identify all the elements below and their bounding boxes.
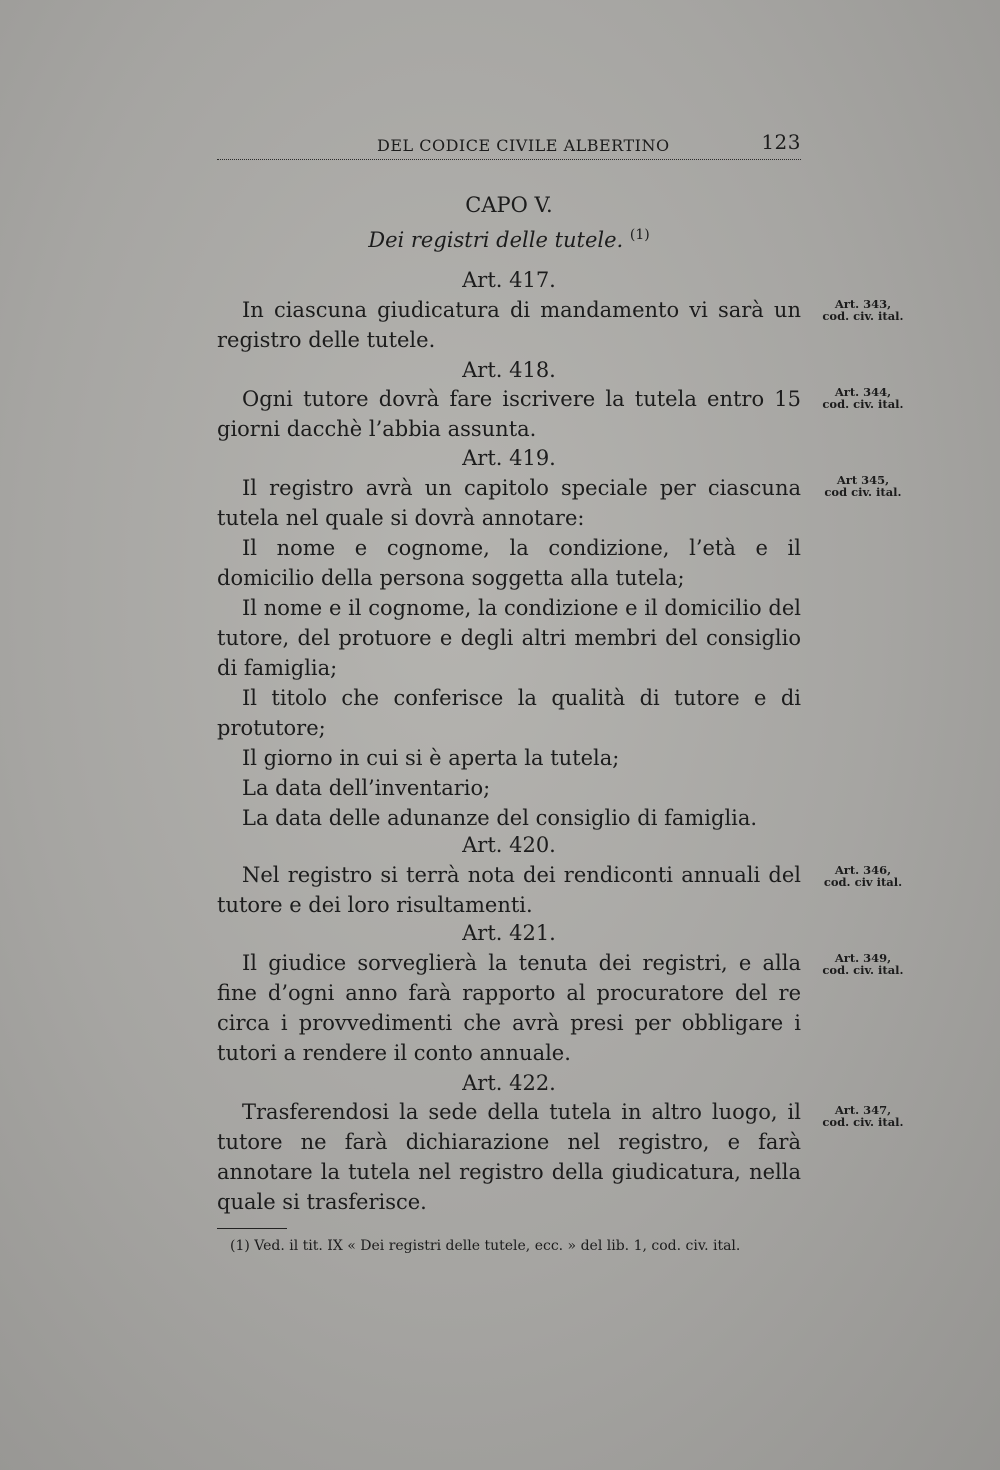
header-rule	[217, 159, 801, 160]
margin-note-line: cod. civ. ital.	[822, 397, 904, 411]
article-heading-422: Art. 422.	[462, 1071, 556, 1095]
chapter-title: CAPO V.	[465, 193, 553, 217]
margin-note-line: cod. civ ital.	[823, 875, 903, 889]
article-text-421: Il giudice sorveglierà la tenuta dei registri, e alla fine d’ogni anno farà rapporto al procuratore del re circa i provvedimenti che avrà presi per obbligare i tutori a rendere il conto annuale.	[217, 951, 801, 1065]
article-text-420: Nel registro si terrà nota dei rendiconti annuali del tutore e dei loro risultamenti.	[217, 863, 801, 917]
article-heading-420: Art. 420.	[462, 833, 556, 857]
page-number: 123	[761, 130, 801, 154]
article-text-417: In ciascuna giudicatura di mandamento vi sarà un registro delle tutele.	[217, 298, 801, 352]
margin-note-line: Art. 346,	[834, 863, 892, 877]
margin-note-line: cod. civ. ital.	[822, 963, 904, 977]
article-text-418: Ogni tutore dovrà fare iscrivere la tutela entro 15 giorni dacchè l’abbia assunta.	[217, 387, 801, 441]
margin-note-421	[813, 952, 913, 976]
running-title: DEL CODICE CIVILE ALBERTINO	[377, 136, 670, 155]
list-item: Il nome e cognome, la condizione, l’età e il domicilio della persona soggetta alla tutela;	[217, 536, 801, 590]
article-heading-419: Art. 419.	[462, 446, 556, 470]
margin-note-417	[813, 298, 913, 322]
chapter-subtitle-text: Dei registri delle tutele.	[368, 228, 624, 252]
article-heading-417: Art. 417.	[462, 268, 556, 292]
list-item: Il giorno in cui si è aperta la tutela;	[242, 746, 620, 770]
article-body-419	[217, 473, 801, 833]
footnote-rule	[217, 1228, 287, 1229]
margin-note-line: Art 345,	[836, 473, 890, 487]
margin-note-line: Art. 349,	[834, 951, 892, 965]
list-item: La data delle adunanze del consiglio di famiglia.	[242, 806, 758, 830]
margin-note-line: Art. 344,	[834, 385, 892, 399]
margin-note-420	[813, 864, 913, 888]
list-item: Il nome e il cognome, la condizione e il domicilio del tutore, del protuore e degli altri membri del consiglio di famiglia;	[217, 596, 801, 680]
article-heading-421: Art. 421.	[462, 921, 556, 945]
margin-note-line: Art. 347,	[834, 1103, 892, 1117]
list-item: La data dell’inventario;	[242, 776, 491, 800]
margin-note-line: cod civ. ital.	[824, 485, 902, 499]
list-item: Il titolo che conferisce la qualità di tutore e di protutore;	[217, 686, 801, 740]
footnote: (1) Ved. il tit. IX « Dei registri delle tutele, ecc. » del lib. 1, cod. civ. ital.	[230, 1238, 741, 1254]
footnote-marker: (1)	[629, 227, 650, 243]
margin-note-line: cod. civ. ital.	[822, 309, 904, 323]
chapter-subtitle	[217, 220, 801, 255]
margin-note-422	[813, 1104, 913, 1128]
margin-note-line: Art. 343,	[834, 297, 892, 311]
margin-note-418	[813, 386, 913, 410]
margin-note-419	[813, 474, 913, 498]
margin-note-line: cod. civ. ital.	[822, 1115, 904, 1129]
article-text-419: Il registro avrà un capitolo speciale per ciascuna tutela nel quale si dovrà annotare:	[217, 476, 801, 530]
article-heading-418: Art. 418.	[462, 358, 556, 382]
article-text-422: Trasferendosi la sede della tutela in altro luogo, il tutore ne farà dichiarazione nel registro, e farà annotare la tutela nel registro della giudicatura, nella quale si trasferisce.	[217, 1100, 801, 1214]
